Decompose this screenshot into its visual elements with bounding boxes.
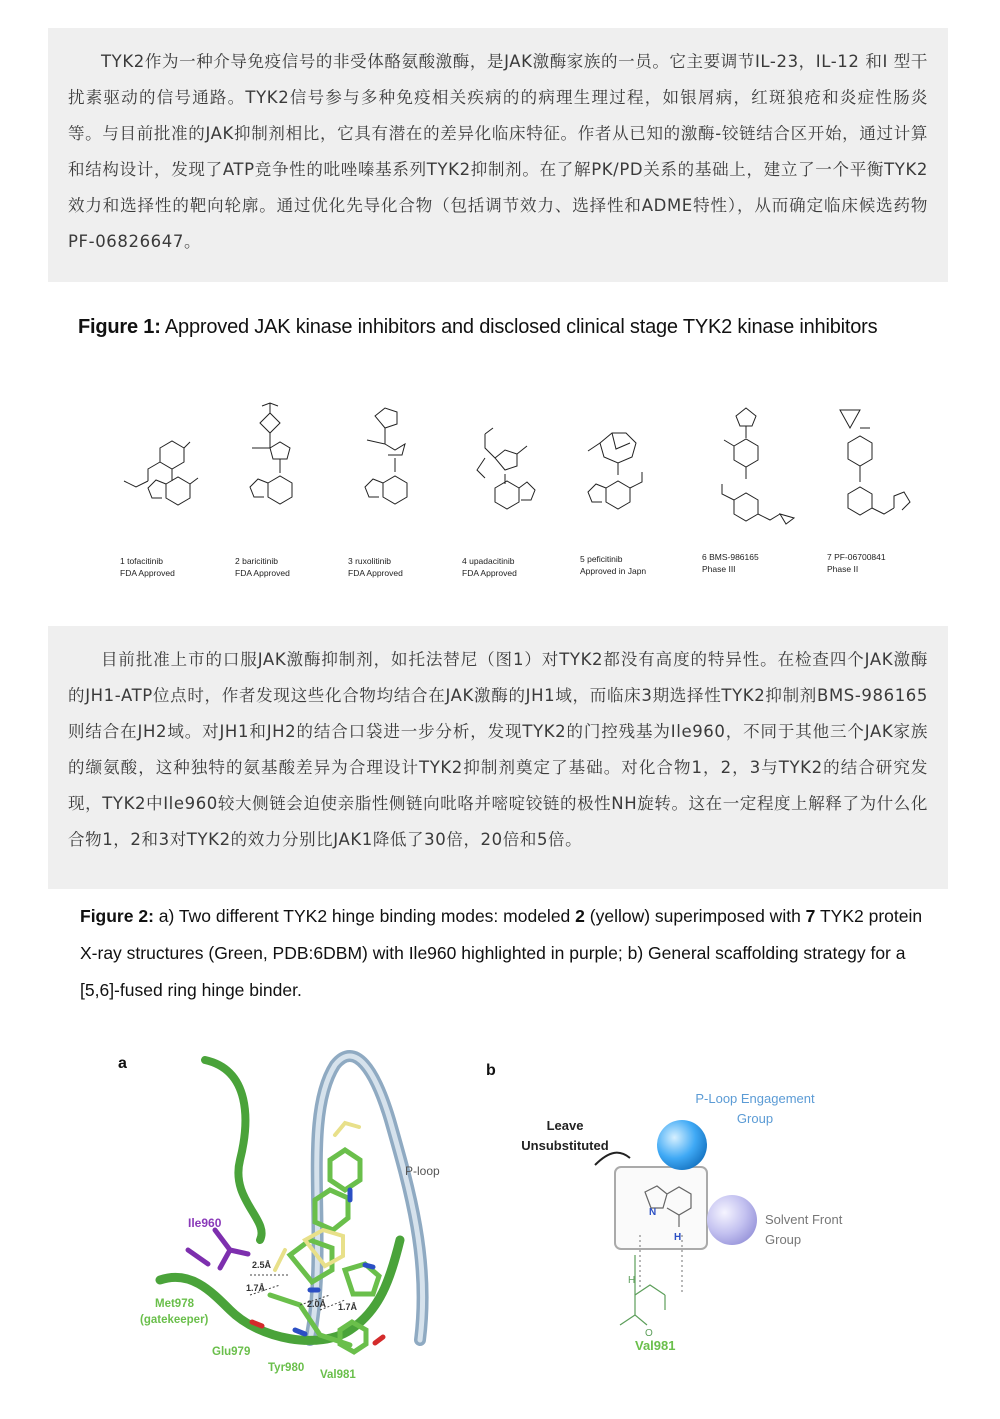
compound-5-name: 5 peficitinib — [580, 554, 623, 564]
compound-6-status: Phase III — [702, 564, 736, 574]
solvent-group-label-2: Group — [765, 1232, 802, 1247]
figure1-caption-label: Figure 1: — [78, 316, 161, 338]
structure-2 — [250, 403, 292, 504]
val981-label-b: Val981 — [635, 1338, 676, 1353]
ring-hydrogen: H — [674, 1232, 682, 1243]
figure2-caption-text-1: a) Two different TYK2 hinge binding modes: modeled — [153, 906, 576, 926]
ploop-ribbon — [310, 1056, 423, 1340]
compound-5-status: Approved in Japn — [580, 566, 647, 576]
ploop-group-label-2: Group — [736, 1111, 774, 1126]
compound-3-name: 3 ruxolitinib — [348, 556, 391, 566]
ile960-sticks — [188, 1230, 248, 1268]
compound-2-name: 2 baricitinib — [235, 556, 278, 566]
met978-label: Met978 — [155, 1298, 194, 1310]
solvent-group-label-1: Solvent Front — [765, 1212, 843, 1227]
compound-3-status: FDA Approved — [348, 568, 403, 578]
solvent-sphere — [707, 1195, 757, 1245]
figure1-structures — [70, 388, 950, 588]
intro-paragraph: TYK2作为一种介导免疫信号的非受体酪氨酸激酶，是JAK激酶家族的一员。它主要调节IL-23，IL-12 和I 型干扰素驱动的信号通路。TYK2信号参与多种免疫相关疾病的的病理生理过程，如银屑病，红斑狼疮和炎症性肠炎等。与目前批准的JAK抑制剂相比，它具有潜在的差异化临床特征。作者从已知的激酶-铰链结合区开始，通过计算和结构设计，发现了ATP竞争性的吡唑嗪基系列TYK2抑制剂。在了解PK/PD关系的基础上，建立了一个平衡TYK2效力和选择性的靶向轮廓。通过优化先导化合物（包括调节效力、选择性和ADME特性），从而确定临床候选药物PF-06826647。 — [68, 52, 928, 251]
ploop-sphere — [657, 1120, 707, 1170]
green-ribbon-left — [205, 1060, 262, 1240]
figure2-caption-text-2: (yellow) superimposed with — [584, 906, 806, 926]
figure1-caption-text: Approved JAK kinase inhibitors and disclosed clinical stage TYK2 kinase inhibitors — [160, 316, 878, 338]
figure2-caption-bold-1: 2 — [575, 906, 585, 926]
compound-4-status: FDA Approved — [462, 568, 517, 578]
discussion-paragraph-box — [48, 626, 948, 889]
figure2-panels — [100, 1040, 960, 1400]
figure2-caption-text-3: TYK2 protein X-ray structures (Green, PDB:6DBM) with Ile960 highlighted in purple; b) General scaffolding strategy for a [5,6]-fused ring hinge binder. — [80, 906, 923, 1000]
ploop-label: P-loop — [405, 1164, 440, 1178]
compound-7-status: Phase II — [827, 564, 859, 574]
ring-nitrogen: N — [649, 1207, 657, 1218]
leave-label-1: Leave — [546, 1118, 584, 1133]
val-h-atom: H — [628, 1275, 636, 1286]
structure-5 — [588, 433, 642, 509]
figure1-caption — [78, 312, 938, 342]
ploop-group-label-1: P-Loop Engagement — [695, 1091, 815, 1106]
figure2-caption-label: Figure 2: — [80, 906, 154, 926]
leave-arc — [595, 1153, 630, 1165]
structure-drawings — [124, 403, 910, 524]
figure2-caption — [80, 898, 940, 1009]
panel-b-label: b — [486, 1062, 496, 1079]
structure-3 — [365, 408, 407, 504]
compound-4-name: 4 upadacitinib — [462, 556, 515, 566]
intro-paragraph-box — [48, 28, 948, 282]
tyr980-label: Tyr980 — [268, 1362, 305, 1374]
compound-1-status: FDA Approved — [120, 568, 175, 578]
compound-7-name: 7 PF-06700841 — [827, 552, 886, 562]
discussion-paragraph: 目前批准上市的口服JAK激酶抑制剂，如托法替尼（图1）对TYK2都没有高度的特异性。在检查四个JAK激酶的JH1-ATP位点时，作者发现这些化合物均结合在JAK激酶的JH1域，而临床3期选择性TYK2抑制剂BMS-986165则结合在JH2域。对JH1和JH2的结合口袋进一步分析，发现TYK2的门控残基为Ile960，不同于其他三个JAK家族的缬氨酸，这种独特的氨基酸差异为合理设计TYK2抑制剂奠定了基础。对化合物1，2，3与TYK2的结合研究发现，TYK2中Ile960较大侧链会迫使亲脂性侧链向吡咯并嘧啶铰链的极性NH旋转。这在一定程度上解释了为什么化合物1，2和3对TYK2的效力分别比JAK1降低了30倍，20倍和5倍。 — [68, 650, 928, 849]
compound-6-name: 6 BMS-986165 — [702, 552, 759, 562]
distance-4: 1.7Å — [338, 1302, 358, 1312]
compound-labels — [120, 552, 886, 578]
structure-6 — [722, 408, 794, 524]
panel-a-label: a — [118, 1055, 127, 1072]
distance-3: 2.0Å — [307, 1299, 327, 1309]
gatekeeper-label: (gatekeeper) — [140, 1314, 209, 1326]
val-o-atom: O — [645, 1328, 653, 1339]
structure-4 — [477, 428, 535, 509]
ile960-label: Ile960 — [188, 1216, 222, 1230]
panel-b — [486, 1062, 843, 1353]
compound-2-status: FDA Approved — [235, 568, 290, 578]
leave-label-2: Unsubstituted — [521, 1138, 609, 1153]
structure-7 — [840, 410, 910, 515]
structure-1 — [124, 441, 198, 505]
val981-label-a: Val981 — [320, 1369, 356, 1381]
compound-1-name: 1 tofacitinib — [120, 556, 163, 566]
panel-a — [118, 1055, 440, 1381]
distance-1: 2.5Å — [252, 1260, 272, 1270]
distance-2: 1.7Å — [246, 1283, 266, 1293]
glu979-label: Glu979 — [212, 1346, 251, 1358]
figure2-caption-bold-2: 7 — [805, 906, 816, 926]
